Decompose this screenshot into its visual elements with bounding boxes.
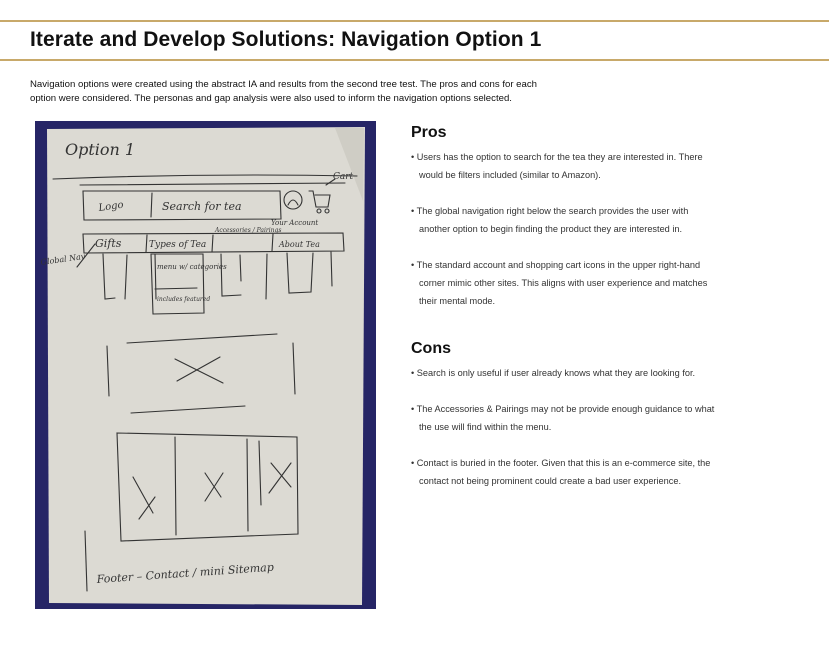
cons-item-line: contact not being prominent could create a bad user experience. <box>419 476 682 486</box>
title-underline-rule <box>0 59 829 61</box>
pros-item <box>411 202 761 238</box>
cons-item-line: • Contact is buried in the footer. Given that this is an e-commerce site, the <box>411 458 711 468</box>
cons-item <box>411 364 761 382</box>
pros-item <box>411 256 761 310</box>
pros-item-line: • The global navigation right below the search provides the user with <box>411 206 689 216</box>
pros-section <box>411 124 761 328</box>
pros-item-line: their mental mode. <box>419 296 496 306</box>
pros-item <box>411 148 761 184</box>
pros-item-line: • The standard account and shopping cart icons in the upper right-hand <box>411 260 701 270</box>
sketch-nav-item-accessories: Accessories / Pairings <box>215 227 282 234</box>
cons-item-line: • Search is only useful if user already knows what they are looking for. <box>411 368 696 378</box>
sketch-title: Option 1 <box>65 140 136 159</box>
sketch-featured-note: includes featured <box>157 296 211 303</box>
sketch-cart-label: Cart <box>333 172 354 182</box>
wireframe-sketch-photo <box>35 121 376 609</box>
intro-line: option were considered. The personas and gap analysis were also used to inform the navigation options selected. <box>30 92 512 104</box>
sketch-menu-note: menu w/ categories <box>157 263 227 271</box>
sketch-search-label: Search for tea <box>162 200 242 213</box>
sketch-nav-item-types: Types of Tea <box>149 240 207 250</box>
sketch-footer-label: Footer – Contact / mini Sitemap <box>96 560 275 586</box>
intro-line: Navigation options were created using the abstract IA and results from the second tree test. The pros and cons for each <box>30 79 537 90</box>
pros-item-line: • Users has the option to search for the tea they are interested in. There <box>411 152 703 162</box>
intro-paragraph <box>30 78 590 105</box>
pros-item-line: another option to begin finding the product they are interested in. <box>419 224 683 234</box>
sketch-logo-label: Logo <box>97 199 125 214</box>
page-title: Iterate and Develop Solutions: Navigation Option 1 <box>30 28 542 51</box>
sketch-account-label: Your Account <box>271 219 319 227</box>
pros-item-line: corner mimic other sites. This aligns with user experience and matches <box>419 278 708 288</box>
cons-item-line: the use will find within the menu. <box>419 422 552 432</box>
cons-item <box>411 400 761 436</box>
sketch-paper <box>47 127 365 605</box>
cons-section <box>411 340 761 508</box>
sketch-global-nav-label: Global Nav <box>40 251 86 267</box>
sketch-nav-item-gifts: Gifts <box>95 237 122 250</box>
cons-item <box>411 454 761 490</box>
sketch-drawing <box>35 121 376 609</box>
cons-heading: Cons <box>411 340 451 357</box>
top-rule <box>0 20 829 22</box>
sketch-nav-item-about: About Tea <box>279 240 320 249</box>
cons-item-line: • The Accessories & Pairings may not be provide enough guidance to what <box>411 404 715 414</box>
pros-item-line: would be filters included (similar to Amazon). <box>419 170 601 180</box>
pros-heading: Pros <box>411 124 447 141</box>
